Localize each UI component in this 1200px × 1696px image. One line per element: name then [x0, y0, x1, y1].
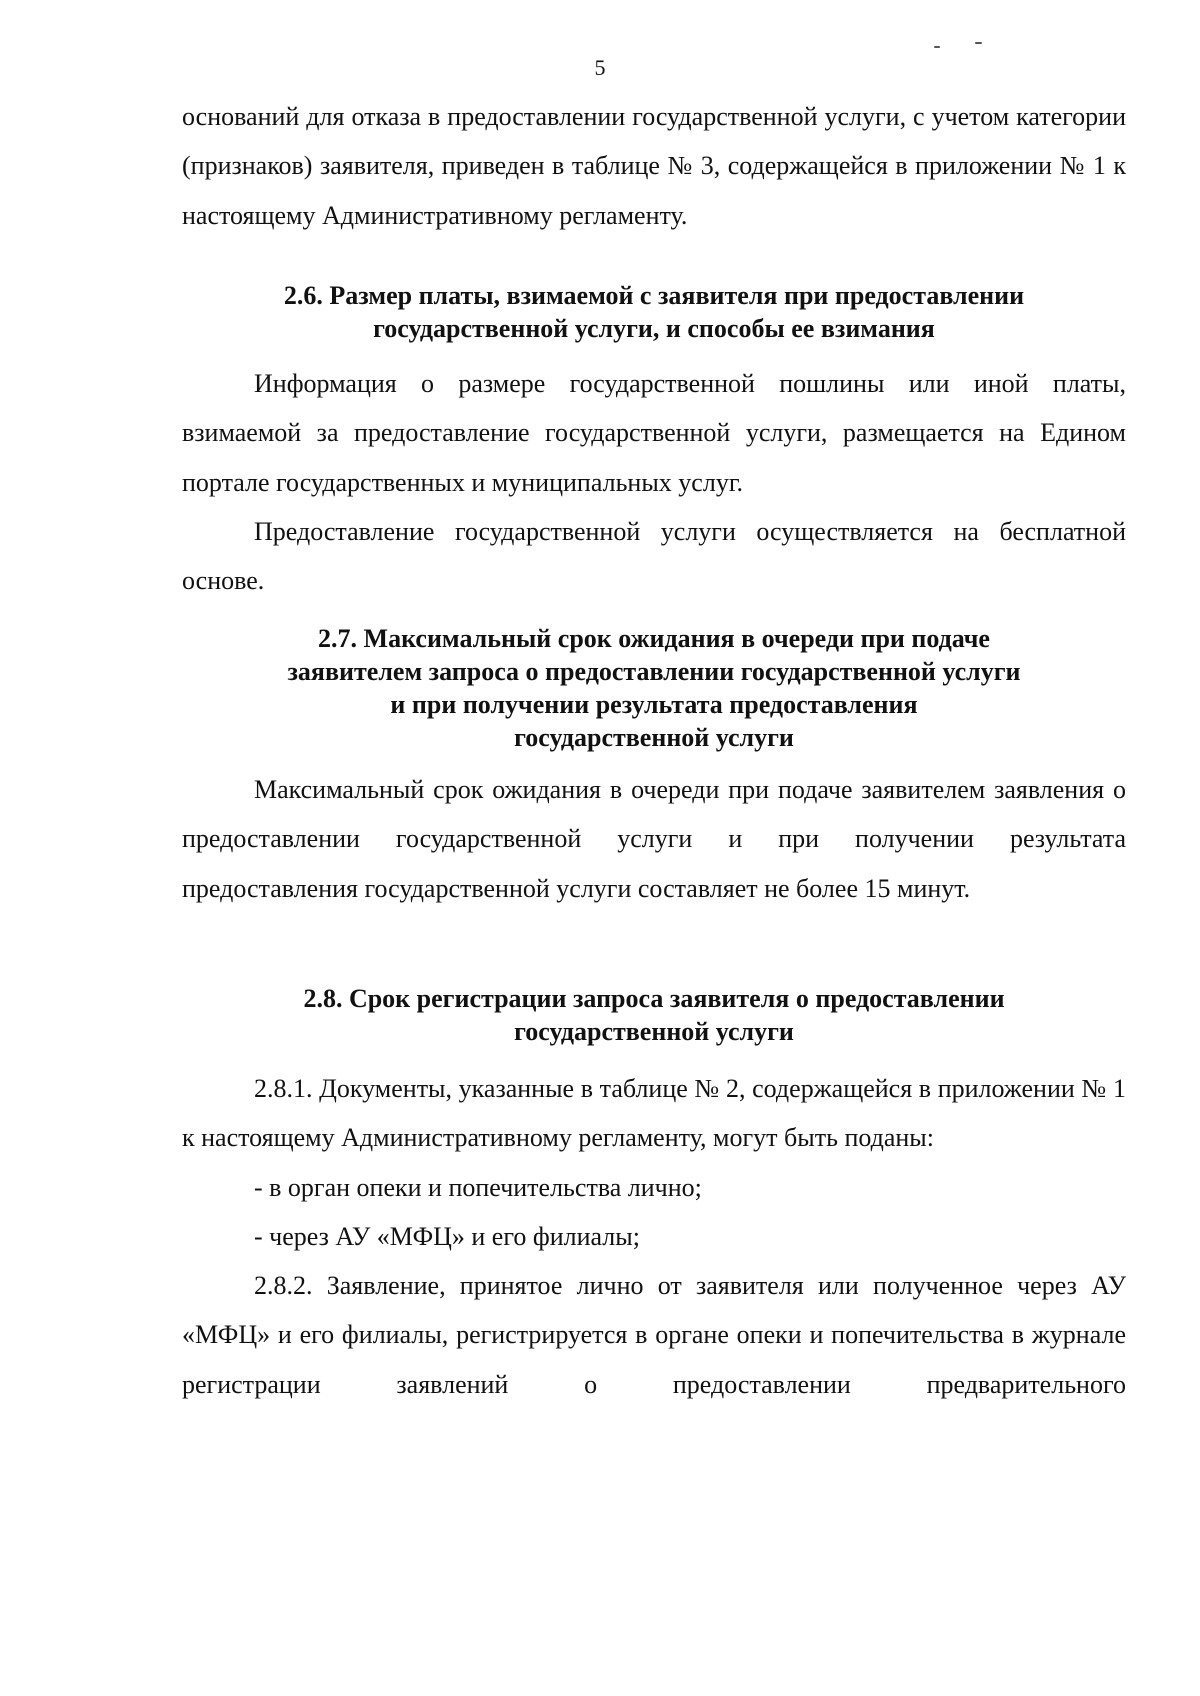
list-item: - через АУ «МФЦ» и его филиалы; [254, 1221, 640, 1251]
section-2-8-heading [182, 982, 1126, 1048]
section-2-7-heading [182, 622, 1126, 754]
heading-line: государственной услуги [514, 723, 794, 752]
heading-line: государственной услуги [514, 1017, 794, 1046]
heading-line: 2.8. Срок регистрации запроса заявителя о предоставлении [303, 984, 1005, 1013]
paragraph: Предоставление государственной услуги осуществляется на бесплатной основе. [182, 516, 1126, 596]
scan-mark [934, 46, 940, 48]
paragraph: 2.8.2. Заявление, принятое лично от заявителя или полученное через АУ «МФЦ» и его филиалы, регистрируется в органе опеки и попечительства в журнале регистрации заявлений о предоставлении предварительного [182, 1271, 1126, 1399]
paragraph: Максимальный срок ожидания в очереди при подаче заявителем заявления о предоставлении государственной услуги и при получении результата предоставления государственной услуги составляет не более 15 минут. [182, 775, 1126, 903]
heading-line: и при получении результата предоставления [390, 690, 918, 719]
heading-line: заявителем запроса о предоставлении государственной услуги [287, 657, 1021, 686]
scan-mark [975, 42, 982, 44]
section-2-6-heading [182, 279, 1126, 345]
paragraph: Информация о размере государственной пошлины или иной платы, взимаемой за предоставление государственной услуги, размещается на Едином портале государственных и муниципальных услуг. [182, 369, 1126, 497]
page-number: 5 [594, 55, 606, 80]
section-2-6-body [182, 359, 1126, 605]
section-2-8-body [182, 1064, 1126, 1409]
section-2-7-body [182, 765, 1126, 913]
heading-line: 2.6. Размер платы, взимаемой с заявителя при предоставлении [283, 281, 1025, 310]
intro-paragraph: оснований для отказа в предоставлении государственной услуги, с учетом категории (признаков) заявителя, приведен в таблице № 3, содержащейся в приложении № 1 к настоящему Административному регламенту. [182, 102, 1126, 230]
paragraph: 2.8.1. Документы, указанные в таблице № 2, содержащейся в приложении № 1 к настоящему Административному регламенту, могут быть поданы: [182, 1074, 1126, 1153]
heading-line: государственной услуги, и способы ее взимания [373, 314, 935, 343]
list-item: - в орган опеки и попечительства лично; [254, 1172, 702, 1202]
intro-block [182, 92, 1126, 240]
heading-line: 2.7. Максимальный срок ожидания в очереди при подаче [318, 624, 990, 653]
